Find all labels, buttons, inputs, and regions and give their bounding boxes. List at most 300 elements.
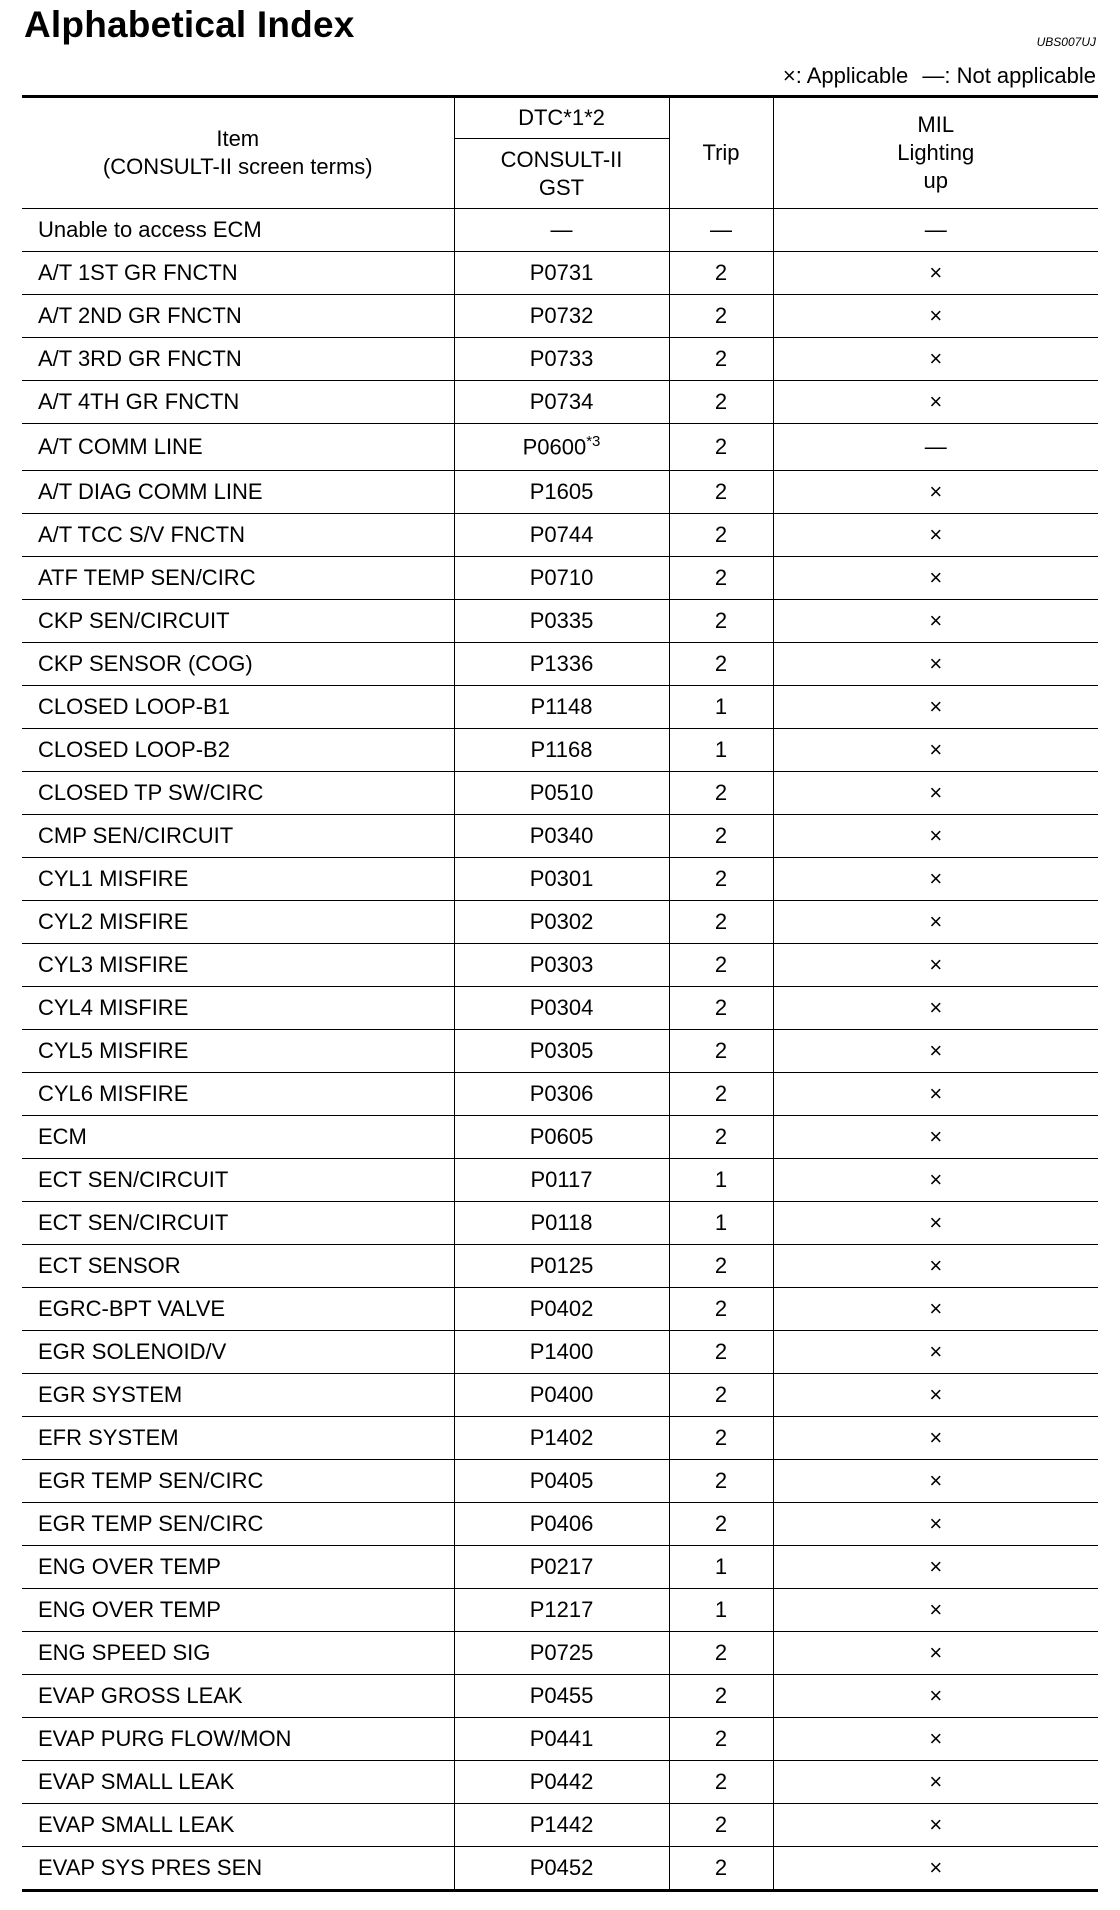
table-row: [22, 1288, 1098, 1331]
dtc-cell-text: P1400: [529, 1339, 594, 1364]
dtc-cell-text: P0400: [529, 1382, 594, 1407]
header-mil-line3: up: [923, 168, 948, 193]
dtc-cell-text: P0733: [529, 346, 594, 371]
item-cell: [22, 1546, 454, 1589]
table-row: [22, 471, 1098, 514]
dtc-cell-text: P0402: [529, 1296, 594, 1321]
trip-cell-text: 2: [714, 565, 728, 590]
trip-cell: [669, 901, 773, 944]
table-row: [22, 1030, 1098, 1073]
item-cell-text: EGR TEMP SEN/CIRC: [38, 1468, 264, 1493]
dtc-cell: [454, 600, 669, 643]
mil-cell-text: ×: [929, 995, 943, 1020]
mil-cell-text: ×: [929, 1038, 943, 1063]
mil-cell: [773, 1460, 1098, 1503]
item-cell: [22, 557, 454, 600]
mil-cell-text: ×: [929, 1081, 943, 1106]
item-cell-text: A/T 1ST GR FNCTN: [38, 260, 238, 285]
trip-cell: [669, 1546, 773, 1589]
item-cell: [22, 815, 454, 858]
item-cell: [22, 944, 454, 987]
item-cell-text: ECT SEN/CIRCUIT: [38, 1167, 229, 1192]
trip-cell-text: 2: [714, 780, 728, 805]
trip-cell: [669, 729, 773, 772]
dtc-cell: [454, 686, 669, 729]
page-title: Alphabetical Index: [24, 4, 355, 45]
trip-cell: [669, 643, 773, 686]
trip-cell-text: 2: [714, 1253, 728, 1278]
item-cell-text: ATF TEMP SEN/CIRC: [38, 565, 256, 590]
dtc-cell: [454, 471, 669, 514]
table-row: [22, 1245, 1098, 1288]
item-cell-text: A/T DIAG COMM LINE: [38, 479, 263, 504]
table-row: [22, 815, 1098, 858]
item-cell: [22, 772, 454, 815]
table-row: [22, 1374, 1098, 1417]
item-cell: [22, 1847, 454, 1891]
item-cell-text: CLOSED LOOP-B2: [38, 737, 230, 762]
mil-cell: [773, 338, 1098, 381]
item-cell: [22, 901, 454, 944]
dtc-cell-text: P1605: [529, 479, 594, 504]
dtc-cell: [454, 1073, 669, 1116]
dtc-cell-text: P0600: [522, 434, 587, 460]
dtc-cell: [454, 1288, 669, 1331]
trip-cell-text: 2: [714, 522, 728, 547]
mil-cell: [773, 424, 1098, 471]
mil-cell: [773, 209, 1098, 252]
mil-cell-text: ×: [929, 1554, 943, 1579]
dtc-cell: [454, 1159, 669, 1202]
item-cell: [22, 1073, 454, 1116]
mil-cell-text: ×: [929, 1167, 943, 1192]
dtc-cell-text: P0335: [529, 608, 594, 633]
dtc-cell-text: P0725: [529, 1640, 594, 1665]
mil-cell: [773, 1331, 1098, 1374]
trip-cell-text: 1: [714, 1210, 728, 1235]
dtc-cell: [454, 729, 669, 772]
trip-cell: [669, 600, 773, 643]
mil-cell-text: ×: [929, 1683, 943, 1708]
table-row: [22, 1632, 1098, 1675]
mil-cell: [773, 1589, 1098, 1632]
mil-cell-text: ×: [929, 1812, 943, 1837]
header-item: [22, 97, 454, 209]
item-cell-text: A/T 4TH GR FNCTN: [38, 389, 240, 414]
trip-cell-text: 2: [714, 608, 728, 633]
dtc-cell-text: P1217: [529, 1597, 594, 1622]
table-row: [22, 1073, 1098, 1116]
dtc-cell-text: P1442: [529, 1812, 594, 1837]
item-cell: [22, 381, 454, 424]
document-code: UBS007UJ: [1036, 35, 1096, 49]
table-row: [22, 1847, 1098, 1891]
mil-cell-text: ×: [929, 737, 943, 762]
trip-cell: [669, 1374, 773, 1417]
trip-cell: [669, 1030, 773, 1073]
mil-cell-text: ×: [929, 1769, 943, 1794]
trip-cell-text: 2: [714, 866, 728, 891]
item-cell-text: EGR TEMP SEN/CIRC: [38, 1511, 264, 1536]
mil-cell: [773, 1632, 1098, 1675]
dtc-cell-text: P0118: [530, 1210, 593, 1235]
mil-cell: [773, 1159, 1098, 1202]
header-item-line1: Item: [216, 126, 260, 151]
trip-cell: [669, 1159, 773, 1202]
mil-cell: [773, 1761, 1098, 1804]
mil-cell-text: ×: [929, 1855, 943, 1880]
item-cell: [22, 600, 454, 643]
table-row: [22, 772, 1098, 815]
item-cell-text: A/T 2ND GR FNCTN: [38, 303, 242, 328]
item-cell-text: A/T TCC S/V FNCTN: [38, 522, 245, 547]
dtc-cell: [454, 1503, 669, 1546]
header-consult-line1: CONSULT-II: [500, 146, 623, 172]
trip-cell: [669, 1718, 773, 1761]
item-cell: [22, 1804, 454, 1847]
table-row: [22, 557, 1098, 600]
table-row: [22, 1159, 1098, 1202]
dtc-cell-text: P0340: [529, 823, 594, 848]
item-cell-text: Unable to access ECM: [38, 217, 262, 242]
dtc-cell-text: P1402: [529, 1425, 594, 1450]
trip-cell-text: 2: [714, 1726, 728, 1751]
mil-cell: [773, 686, 1098, 729]
item-cell-text: ECM: [38, 1124, 87, 1149]
dtc-cell: [454, 1374, 669, 1417]
dtc-cell: [454, 557, 669, 600]
table-row: [22, 1116, 1098, 1159]
item-cell-text: ECT SEN/CIRCUIT: [38, 1210, 229, 1235]
trip-cell-text: 2: [714, 1382, 728, 1407]
trip-cell-text: 2: [714, 1683, 728, 1708]
trip-cell-text: 1: [714, 1597, 728, 1622]
trip-cell: [669, 295, 773, 338]
item-cell: [22, 987, 454, 1030]
table-row: [22, 686, 1098, 729]
table-row: [22, 1503, 1098, 1546]
trip-cell-text: 2: [714, 823, 728, 848]
dtc-cell: [454, 1675, 669, 1718]
mil-cell-text: ×: [929, 1339, 943, 1364]
table-row: [22, 858, 1098, 901]
table-row: [22, 643, 1098, 686]
trip-cell: [669, 252, 773, 295]
dtc-cell: [454, 1245, 669, 1288]
mil-cell-text: ×: [929, 346, 943, 371]
item-cell: [22, 1589, 454, 1632]
item-cell: [22, 1331, 454, 1374]
dtc-cell: [454, 1718, 669, 1761]
item-cell-text: EVAP SMALL LEAK: [38, 1769, 235, 1794]
trip-cell-text: 2: [714, 1769, 728, 1794]
header-row-1: [22, 97, 1098, 139]
item-cell: [22, 424, 454, 471]
trip-cell: [669, 1245, 773, 1288]
trip-cell-text: 2: [714, 1296, 728, 1321]
table-row: [22, 295, 1098, 338]
item-cell-text: CMP SEN/CIRCUIT: [38, 823, 234, 848]
trip-cell: [669, 338, 773, 381]
item-cell: [22, 1718, 454, 1761]
dtc-cell: [454, 858, 669, 901]
trip-cell: [669, 514, 773, 557]
item-cell-text: CKP SEN/CIRCUIT: [38, 608, 230, 633]
trip-cell-text: 2: [714, 651, 728, 676]
item-cell-text: CLOSED LOOP-B1: [38, 694, 230, 719]
item-cell: [22, 729, 454, 772]
mil-cell-text: ×: [929, 952, 943, 977]
mil-cell: [773, 1417, 1098, 1460]
mil-cell: [773, 772, 1098, 815]
table-row: [22, 1675, 1098, 1718]
trip-cell: [669, 381, 773, 424]
header-consult-line2: GST: [538, 174, 585, 200]
mil-cell: [773, 643, 1098, 686]
dtc-cell: [454, 1546, 669, 1589]
trip-cell: [669, 1503, 773, 1546]
item-cell: [22, 1116, 454, 1159]
mil-cell-text: ×: [929, 522, 943, 547]
item-cell-text: EVAP GROSS LEAK: [38, 1683, 243, 1708]
item-cell-text: ENG SPEED SIG: [38, 1640, 211, 1665]
header-item-line2: (CONSULT-II screen terms): [102, 154, 373, 179]
legend-applicable: ×: Applicable: [782, 63, 909, 88]
trip-cell: [669, 772, 773, 815]
item-cell: [22, 686, 454, 729]
dtc-cell: [454, 338, 669, 381]
item-cell: [22, 209, 454, 252]
dtc-cell-text: P0125: [529, 1253, 594, 1278]
dtc-footnote-mark: *3: [586, 433, 601, 451]
alphabetical-index-table: [22, 95, 1098, 1892]
mil-cell: [773, 901, 1098, 944]
item-cell-text: CYL4 MISFIRE: [38, 995, 189, 1020]
table-row: [22, 209, 1098, 252]
item-cell: [22, 295, 454, 338]
trip-cell-text: 2: [714, 479, 728, 504]
trip-cell: [669, 557, 773, 600]
trip-cell-text: 2: [714, 260, 728, 285]
dtc-cell: [454, 1331, 669, 1374]
item-cell-text: A/T 3RD GR FNCTN: [38, 346, 242, 371]
header-mil-line2: Lighting: [897, 140, 975, 165]
item-cell-text: ENG OVER TEMP: [38, 1554, 221, 1579]
item-cell: [22, 1503, 454, 1546]
table-row: [22, 252, 1098, 295]
mil-cell: [773, 944, 1098, 987]
item-cell: [22, 338, 454, 381]
table-row: [22, 987, 1098, 1030]
item-cell-text: EVAP SYS PRES SEN: [38, 1855, 263, 1880]
dtc-cell-text: P0217: [529, 1554, 594, 1579]
trip-cell-text: 2: [714, 1081, 728, 1106]
trip-cell-text: 2: [714, 1511, 728, 1536]
item-cell-text: EFR SYSTEM: [38, 1425, 179, 1450]
mil-cell-text: ×: [929, 565, 943, 590]
mil-cell: [773, 1374, 1098, 1417]
trip-cell: [669, 1331, 773, 1374]
trip-cell: [669, 1804, 773, 1847]
trip-cell: [669, 1460, 773, 1503]
mil-cell: [773, 1675, 1098, 1718]
dtc-cell-text: P0303: [529, 952, 594, 977]
mil-cell-text: ×: [929, 389, 943, 414]
dtc-cell: [454, 643, 669, 686]
mil-cell: [773, 1073, 1098, 1116]
dtc-cell: [454, 381, 669, 424]
mil-cell-text: ×: [929, 1124, 943, 1149]
dtc-cell: [454, 1804, 669, 1847]
mil-cell-text: ×: [929, 303, 943, 328]
item-cell: [22, 1030, 454, 1073]
item-cell-text: ECT SENSOR: [38, 1253, 181, 1278]
mil-cell: [773, 1847, 1098, 1891]
trip-cell-text: 2: [714, 1468, 728, 1493]
trip-cell: [669, 1589, 773, 1632]
trip-cell: [669, 686, 773, 729]
trip-cell-text: 2: [714, 995, 728, 1020]
mil-cell: [773, 729, 1098, 772]
trip-cell: [669, 209, 773, 252]
dtc-cell: [454, 1030, 669, 1073]
item-cell: [22, 1202, 454, 1245]
legend: [775, 63, 1096, 89]
mil-cell-text: ×: [929, 866, 943, 891]
item-cell-text: EVAP SMALL LEAK: [38, 1812, 235, 1837]
item-cell-text: CYL6 MISFIRE: [38, 1081, 189, 1106]
mil-cell: [773, 1718, 1098, 1761]
mil-cell: [773, 1804, 1098, 1847]
dtc-cell-text: P0405: [529, 1468, 594, 1493]
mil-cell: [773, 1116, 1098, 1159]
dtc-cell-text: P0605: [529, 1124, 594, 1149]
mil-cell: [773, 381, 1098, 424]
dtc-cell: [454, 1417, 669, 1460]
mil-cell-text: ×: [929, 1253, 943, 1278]
trip-cell-text: 2: [714, 1339, 728, 1364]
trip-cell: [669, 1675, 773, 1718]
mil-cell-text: —: [924, 434, 947, 459]
trip-cell-text: 2: [714, 346, 728, 371]
dtc-cell-text: P0117: [530, 1167, 593, 1192]
mil-cell: [773, 987, 1098, 1030]
dtc-cell-text: P1336: [529, 651, 594, 676]
mil-cell: [773, 815, 1098, 858]
item-cell: [22, 1761, 454, 1804]
dtc-cell: [454, 252, 669, 295]
trip-cell: [669, 1288, 773, 1331]
trip-cell: [669, 471, 773, 514]
header-trip: Trip: [669, 97, 773, 209]
item-cell: [22, 1374, 454, 1417]
dtc-cell-text: P0734: [529, 389, 594, 414]
mil-cell-text: ×: [929, 651, 943, 676]
mil-cell-text: ×: [929, 1640, 943, 1665]
dtc-cell: [454, 1589, 669, 1632]
trip-cell-text: 2: [714, 1640, 728, 1665]
mil-cell-text: ×: [929, 823, 943, 848]
dtc-cell-text: P0452: [529, 1855, 594, 1880]
dtc-cell: [454, 772, 669, 815]
table-row: [22, 600, 1098, 643]
header-mil-line1: MIL: [917, 112, 955, 137]
mil-cell: [773, 295, 1098, 338]
item-cell: [22, 1632, 454, 1675]
mil-cell-text: ×: [929, 694, 943, 719]
dtc-cell-text: P0731: [529, 260, 594, 285]
trip-cell-text: 1: [714, 1554, 728, 1579]
mil-cell: [773, 1245, 1098, 1288]
dtc-cell: [454, 1116, 669, 1159]
table-row: [22, 1718, 1098, 1761]
mil-cell: [773, 514, 1098, 557]
table-row: [22, 729, 1098, 772]
dtc-cell-text: —: [550, 217, 573, 242]
dtc-cell: [454, 424, 669, 471]
trip-cell-text: 1: [714, 1167, 728, 1192]
item-cell: [22, 643, 454, 686]
trip-cell: [669, 1847, 773, 1891]
item-cell: [22, 1417, 454, 1460]
trip-cell-text: 2: [714, 1812, 728, 1837]
mil-cell: [773, 557, 1098, 600]
dtc-cell-text: P0305: [529, 1038, 594, 1063]
mil-cell-text: ×: [929, 1210, 943, 1235]
trip-cell: [669, 815, 773, 858]
header-consult: [454, 139, 669, 209]
mil-cell-text: ×: [929, 1382, 943, 1407]
trip-cell: [669, 1202, 773, 1245]
item-cell: [22, 1675, 454, 1718]
trip-cell: [669, 424, 773, 471]
dtc-cell-text: P0302: [529, 909, 594, 934]
mil-cell-text: ×: [929, 1425, 943, 1450]
table-row: [22, 1202, 1098, 1245]
trip-cell: [669, 944, 773, 987]
mil-cell-text: ×: [929, 479, 943, 504]
trip-cell: [669, 1116, 773, 1159]
dtc-cell: [454, 295, 669, 338]
trip-cell-text: 1: [714, 694, 728, 719]
mil-cell-text: ×: [929, 909, 943, 934]
trip-cell: [669, 1417, 773, 1460]
dtc-cell: [454, 1632, 669, 1675]
table-row: [22, 1761, 1098, 1804]
table-row: [22, 1460, 1098, 1503]
dtc-cell: [454, 1202, 669, 1245]
dtc-cell-text: P0710: [529, 565, 594, 590]
item-cell-text: CLOSED TP SW/CIRC: [38, 780, 264, 805]
table-row: [22, 1417, 1098, 1460]
trip-cell-text: 2: [714, 909, 728, 934]
item-cell-text: CYL1 MISFIRE: [38, 866, 189, 891]
item-cell-text: CYL2 MISFIRE: [38, 909, 189, 934]
dtc-cell: [454, 815, 669, 858]
item-cell-text: EVAP PURG FLOW/MON: [38, 1726, 292, 1751]
dtc-cell-text: P1148: [530, 694, 593, 719]
mil-cell: [773, 1202, 1098, 1245]
dtc-cell: [454, 901, 669, 944]
table-row: [22, 381, 1098, 424]
dtc-cell-text: P0744: [529, 522, 594, 547]
table-row: [22, 1589, 1098, 1632]
mil-cell: [773, 471, 1098, 514]
mil-cell-text: ×: [929, 1597, 943, 1622]
item-cell: [22, 1460, 454, 1503]
legend-not-applicable: —: Not applicable: [922, 63, 1096, 88]
item-cell: [22, 1245, 454, 1288]
